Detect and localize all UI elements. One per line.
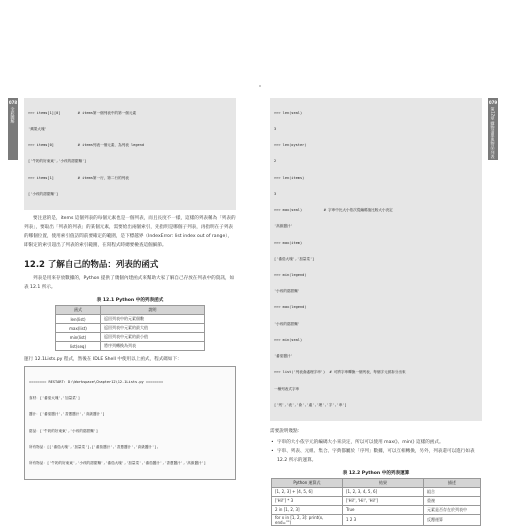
table-row [272,514,481,525]
shell-line: 甜品：['牛奶的好東東','小孩的甜甜麵'] [29,428,99,433]
table-caption: 表 12.1 Python 中的列表函式 [96,298,164,304]
table-cell: True [343,505,424,514]
table-cell: max(list) [56,324,101,333]
code-line: >>> len(seal) [274,110,303,115]
code-line: >>> items[0] # items列表一個元素，為列表 legend [28,143,144,148]
left-chapter-tab [8,98,18,160]
table-cell: ['Hi!', 'Hi!', 'Hi!'] [343,496,424,505]
table-cell: ['Hi!'] * 3 [272,496,343,505]
table-header-row [56,306,205,315]
paragraph: 列表是用來存放數據的，Python 提供了幾個內建函式來幫助大家了解自己存放在列表中的資訊，如表 12.1 所示。 [24,276,235,291]
code-line: >>> len(items) [274,175,305,180]
table-row [56,315,205,324]
code-line: >>> items[1][0] # items第一個列表中的第一個元素 [28,110,137,115]
table-row [272,505,481,514]
table-cell: 1 2 3 [343,514,424,525]
table-header-cell: 描述 [424,478,481,487]
table-cell: [1, 2, 3, 4, 5, 6] [343,487,424,496]
table-header-row [272,478,481,487]
code-line: >>> len(oyster) [274,143,307,148]
table-row [56,324,205,333]
table-header-cell: 結果 [343,478,424,487]
code-line: 3 [274,191,277,196]
code-line: '小孩的甜甜麵' [274,321,300,326]
code-line: >>> items[1] # items第一行，第二行的列表 [28,175,129,180]
paragraph: 要注意的是，items 這個列表的每個元素也是一個列表，而且長度不一樣，這樣的列表稱為「列表的列表」，要取出「列表的列表」的某個元素，需要給出兩個索引，先指明是哪個子列表，再指明在子列表的哪個位置，使用索引值訪問前要確定的範圍，是下標越界（IndexError: list index out of range），即限定的索引超出了列表的索引範圍，在寫程式時總要檢查這個細節。 [24,216,236,249]
code-line: 3 [274,127,277,132]
code-line: ['列','表','會','處','理','字','串'] [274,402,347,407]
run-instruction: 運行 12.1Lists.py 程式，然後在 IDLE Shell 中使用以上函式，程式碼如下： [24,357,182,363]
table-header-cell: 說明 [101,306,205,315]
table-cell: 組合 [424,487,481,496]
right-chapter-tab [488,98,498,160]
code-line: >>> list('列表會處理字串') # 可將字串轉換一個列表，每個字元被拆分出來 [274,370,406,375]
shell-line: 食材：['番茄大塊','加量菜'] [29,396,81,401]
right-content [270,98,482,526]
code-line: '番茄醬汁' [274,354,293,359]
table-caption: 表 12.2 Python 中的列表運算 [342,470,410,476]
table-cell: 重複 [424,496,481,505]
right-page [270,98,498,525]
table-header-cell: Python 運算式 [272,478,343,487]
code-block [24,98,236,210]
table-cell: list(seq) [56,342,101,351]
table-row [272,487,481,496]
left-side-label: 全彩圖解 [10,107,16,123]
table-cell: 將序列轉換為列表 [101,342,205,351]
notes-list [270,438,482,465]
right-side-label: 第12章 購物清單與物品 列表 [490,107,496,159]
list-item: • 字串、列表、元組、集合、字典都屬於「序列」數據，可以互相轉換，另外，列表還可以進行如表 12.2 所示的運算。 [270,447,482,465]
code-line: 一種列表式字串 [274,386,300,391]
table-cell: len(list) [56,315,101,324]
right-page-number: 079 [488,100,498,105]
code-line: 2 [274,159,277,164]
notes-intro: 需要說明幾點： [270,428,303,434]
shell-line: 所有物品：[['番茄大塊','加量菜'],['番茄醬汁','香蔥醬汁','高級醬汁'], [29,444,159,449]
code-line: '高級醬汁' [274,224,293,229]
page-fold-mark [259,85,261,87]
code-line: >>> min(seal) [274,337,303,342]
table-header-cell: 函式 [56,306,101,315]
table-row [272,496,481,505]
table-cell: 返回列表中的元素個數 [101,315,205,324]
table-cell: 返回列表中元素的最小值 [101,333,205,342]
code-line: ['牛奶的好東東','小孩的甜甜麵'] [28,159,87,164]
table-cell: 2 in [1, 2, 3] [272,505,343,514]
idle-shell-output [24,366,236,480]
code-block [270,98,482,421]
table-cell: 返回列表中元素的最大值 [101,324,205,333]
code-line: >>> min(legend) [274,273,307,277]
shell-line: ======== RESTART: D:\Workspace\Chapter12\12.1Lists.py ======== [29,379,164,384]
left-content [24,98,236,480]
list-item: • 字串的大小依字元的編碼大小來決定，所以可以使用 max()、min() 這樣的函式。 [270,438,482,447]
table-cell: 反覆運算 [424,514,481,525]
section-heading: 12.2 了解自己的物品：列表的函式 [24,260,159,271]
code-line: >>> max(item) [274,240,303,245]
shell-line: 所有物品：['牛奶的好東東','小孩的甜甜麵','番茄大塊','加量菜','番茄醬汁','香蔥醬汁','高級醬汁'] [29,461,206,466]
code-line: '蘋果大塊' [28,127,47,132]
code-line: ['番茄大塊','加量菜'] [274,256,315,261]
code-line: '小孩的甜甜麵' [274,289,300,294]
table-cell: for x in [1, 2, 3]: print(x, end="") [272,514,343,525]
table-row [56,333,205,342]
table-cell: min(list) [56,333,101,342]
left-page-number: 078 [8,100,18,105]
code-line: >>> max(seal) # 字串中比大小依次從編碼值比較大小決定 [274,208,393,213]
code-line: >>> max(legend) [274,305,307,310]
left-page [8,98,236,466]
list-operations-table [271,478,481,526]
table-cell: 元素是否存在於列表中 [424,505,481,514]
table-row [56,342,205,351]
code-line: ['小孩的甜甜麵'] [28,191,59,196]
shell-line: 醬汁：['番茄醬汁','香蔥醬汁','高級醬汁'] [29,412,105,417]
list-functions-table [55,305,205,351]
table-cell: [1, 2, 3] + [4, 5, 6] [272,487,343,496]
